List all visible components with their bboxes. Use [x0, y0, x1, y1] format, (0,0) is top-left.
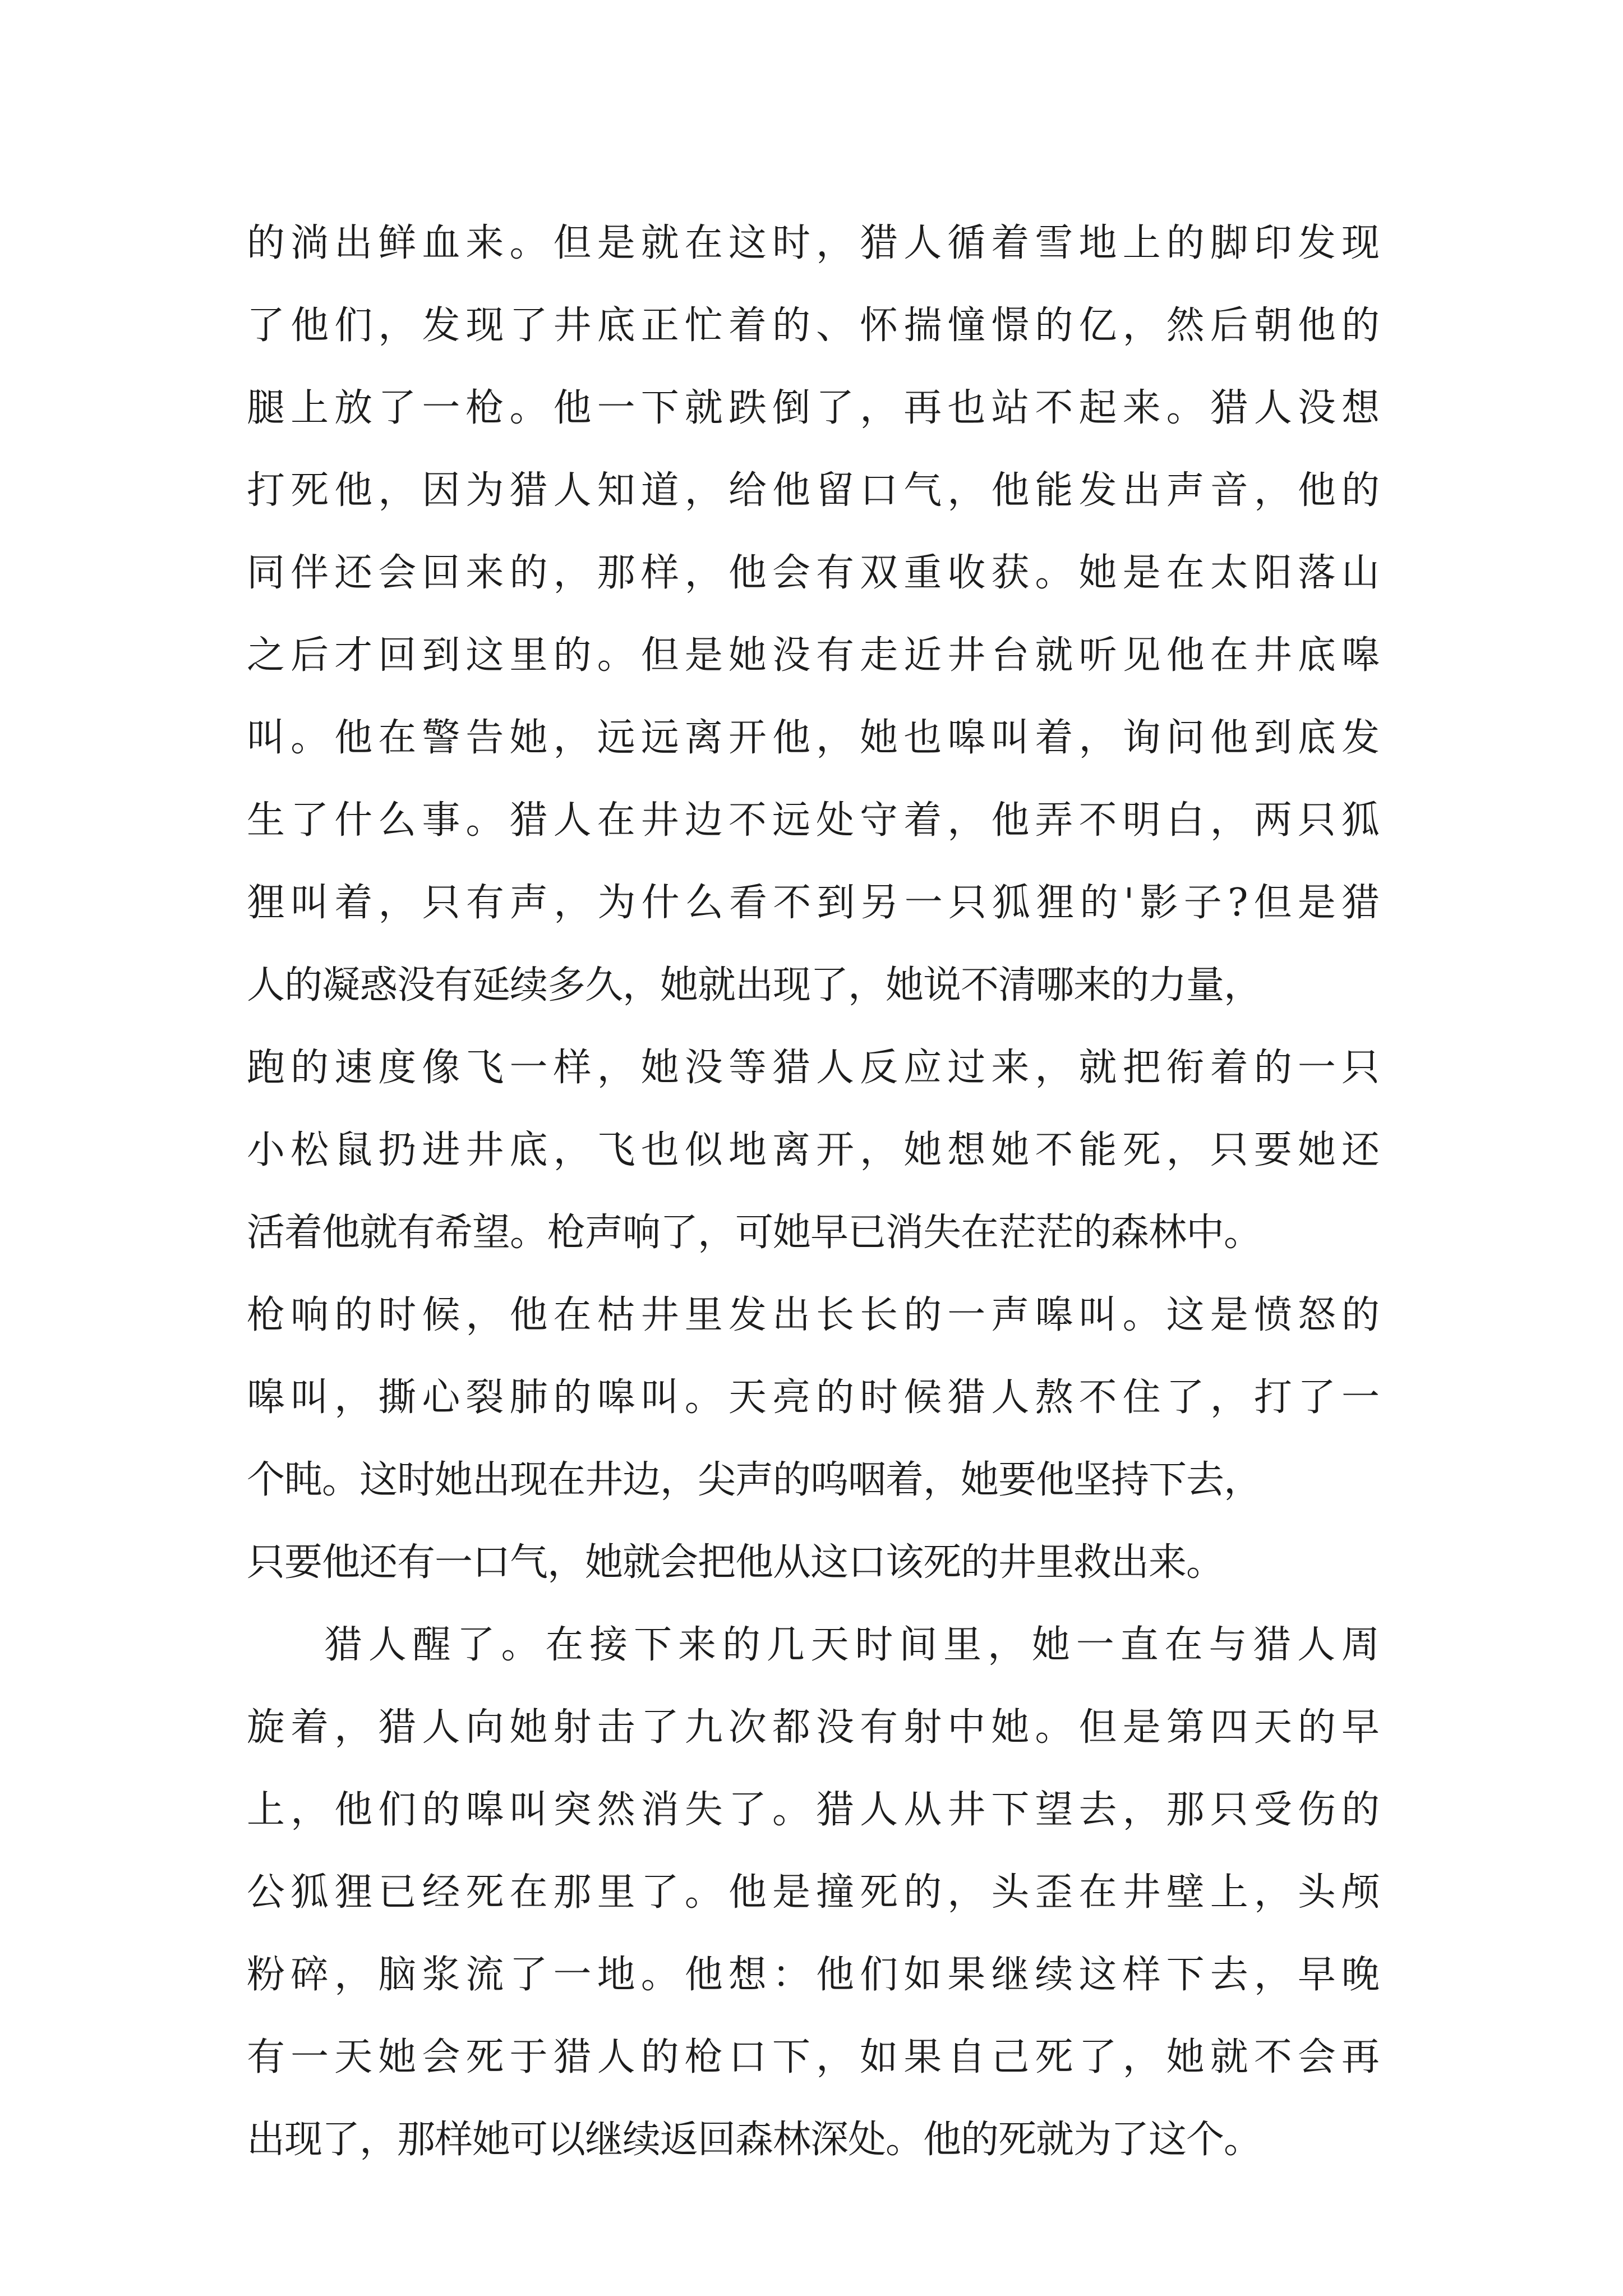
text-line: 出现了，那样她可以继续返回森林深处。他的死就为了这个。	[247, 2118, 1262, 2162]
text-line: 枪响的时候，他在枯井里发出长长的一声嗥叫。这是愤怒的	[247, 1293, 1380, 1337]
text-line: 了他们，发现了井底正忙着的、怀揣憧憬的亿，然后朝他的	[247, 303, 1380, 348]
text-line: 活着他就有希望。枪声响了，可她早已消失在茫茫的森林中。	[247, 1211, 1262, 1255]
body-text	[247, 202, 1380, 2181]
text-line: 粉碎，脑浆流了一地。他想：他们如果继续这样下去，早晚	[247, 1953, 1380, 1997]
text-line: 有一天她会死于猎人的枪口下，如果自己死了，她就不会再	[247, 2035, 1380, 2079]
text-line: 小松鼠扔进井底，飞也似地离开，她想她不能死，只要她还	[247, 1128, 1380, 1172]
text-line: 叫。他在警告她，远远离开他，她也嗥叫着，询问他到底发	[247, 716, 1380, 760]
text-line: 狸叫着，只有声，为什么看不到另一只狐狸的'影子?但是猎	[247, 881, 1380, 925]
text-line: 腿上放了一枪。他一下就跌倒了，再也站不起来。猎人没想	[247, 386, 1380, 430]
text-line: 跑的速度像飞一样，她没等猎人反应过来，就把衔着的一只	[247, 1046, 1380, 1090]
text-line: 猎人醒了。在接下来的几天时间里，她一直在与猎人周	[324, 1623, 1380, 1667]
text-line: 之后才回到这里的。但是她没有走近井台就听见他在井底嗥	[247, 633, 1380, 678]
text-line: 生了什么事。猎人在井边不远处守着，他弄不明白，两只狐	[247, 798, 1380, 843]
text-line: 人的凝惑没有延续多久，她就出现了，她说不清哪来的力量，	[247, 963, 1262, 1007]
text-line: 打死他，因为猎人知道，给他留口气，他能发出声音，他的	[247, 468, 1380, 513]
text-line: 的淌出鲜血来。但是就在这时，猎人循着雪地上的脚印发现	[247, 221, 1380, 265]
text-line: 旋着，猎人向她射击了九次都没有射中她。但是第四天的早	[247, 1705, 1380, 1750]
text-line: 同伴还会回来的，那样，他会有双重收获。她是在太阳落山	[247, 551, 1380, 595]
text-line: 只要他还有一口气，她就会把他从这口该死的井里救出来。	[247, 1540, 1224, 1585]
text-line: 嗥叫，撕心裂肺的嗥叫。天亮的时候猎人熬不住了，打了一	[247, 1375, 1380, 1420]
text-line: 公狐狸已经死在那里了。他是撞死的，头歪在井壁上，头颅	[247, 1870, 1380, 1915]
text-line: 个盹。这时她出现在井边，尖声的呜咽着，她要他坚持下去，	[247, 1458, 1262, 1502]
text-line: 上，他们的嗥叫突然消失了。猎人从井下望去，那只受伤的	[247, 1788, 1380, 1832]
